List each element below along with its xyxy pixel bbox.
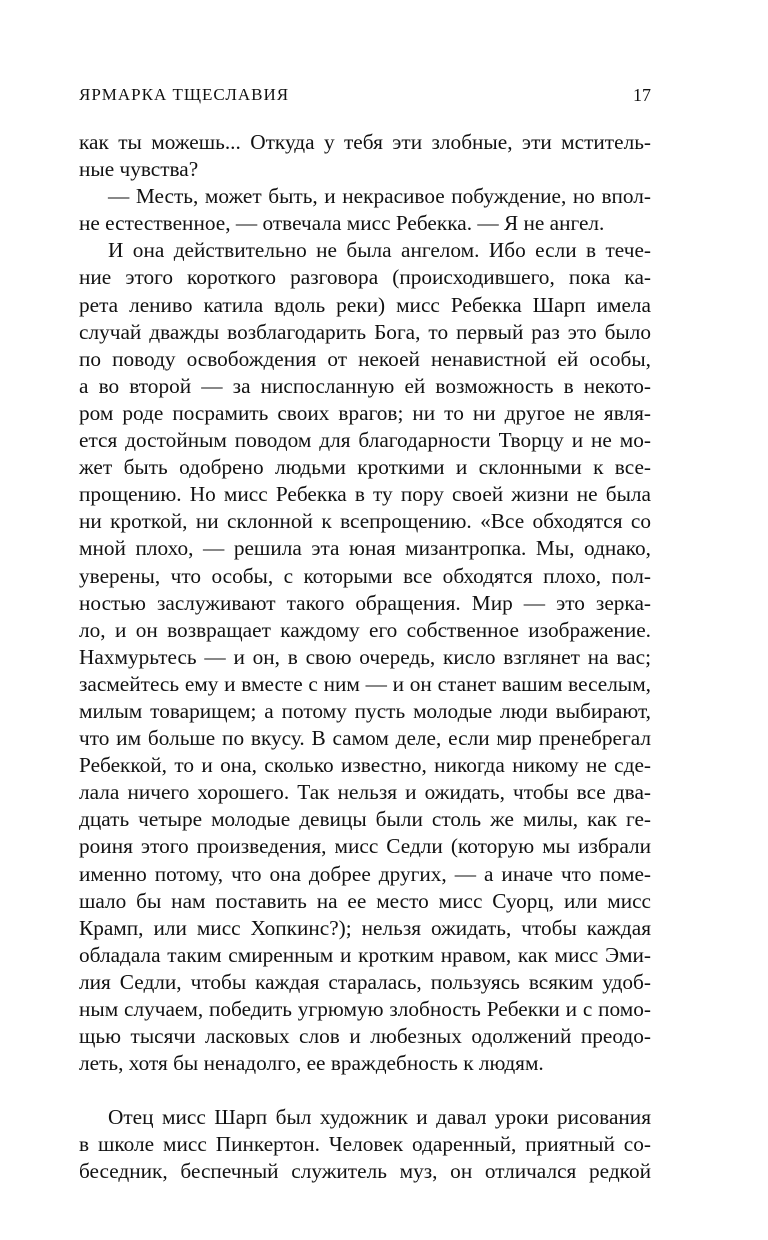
text-line: засмейтесь ему и вместе с ним — и он станет вашим веселым,	[79, 671, 651, 696]
text-line: роиня этого произведения, мисс Седли (которую мы избрали	[79, 834, 651, 859]
paragraph-gap	[79, 1077, 651, 1104]
text-line: не естественное, — отвечала мисс Ребекка. — Я не ангел.	[79, 211, 605, 236]
body-text	[79, 129, 651, 1186]
text-line: уверены, что особы, с которыми все обходятся плохо, пол-	[79, 563, 651, 588]
text-line: ние этого короткого разговора (происходившего, пока ка-	[79, 265, 651, 290]
running-title: ЯРМАРКА ТЩЕСЛАВИЯ	[79, 85, 290, 104]
paragraph	[79, 237, 651, 1077]
text-line: щью тысячи ласковых слов и любезных одолжений преодо-	[79, 1024, 651, 1049]
text-line: ется достойным поводом для благодарности Творцу и не мо-	[79, 428, 651, 453]
text-line: как ты можешь... Откуда у тебя эти злобные, эти мститель-	[79, 130, 651, 154]
text-line: леть, хотя бы ненадолго, ее враждебность к людям.	[79, 1051, 544, 1076]
text-line: мной плохо, — решила эта юная мизантропка. Мы, однако,	[79, 536, 651, 561]
text-line: в школе мисс Пинкертон. Человек одаренный, приятный со-	[79, 1132, 651, 1157]
text-line: жет быть одобрено людьми кроткими и склонными к все-	[79, 455, 651, 480]
paragraph	[79, 183, 651, 237]
text-line: а во второй — за ниспосланную ей возможность в некото-	[79, 373, 651, 398]
text-line: дцать четыре молодые девицы были столь же милы, как ге-	[79, 807, 651, 832]
text-line: прощению. Но мисс Ребекка в ту пору своей жизни не была	[79, 482, 651, 507]
text-line: случай дважды возблагодарить Бога, то первый раз это было	[79, 319, 651, 344]
text-line: беседник, беспечный служитель муз, он отличался редкой	[79, 1159, 651, 1184]
text-line: шало бы нам поставить на ее место мисс Суорц, или мисс	[79, 888, 651, 913]
text-line: ным случаем, победить угрюмую злобность Ребекки и с помо-	[79, 997, 651, 1021]
text-line: лала ничего хорошего. Так нельзя и ожидать, чтобы все два-	[79, 780, 651, 805]
page-number: 17	[633, 85, 651, 105]
text-line: обладала таким смиренным и кротким нравом, как мисс Эми-	[79, 942, 651, 967]
text-line: ные чувства?	[79, 157, 199, 182]
paragraph	[79, 1104, 651, 1185]
text-line: ром роде посрамить своих врагов; ни то ни другое не явля-	[79, 400, 651, 425]
text-line: рета лениво катила вдоль реки) мисс Ребекка Шарп имела	[79, 292, 651, 317]
text-line: ностью заслуживают такого обращения. Мир — это зерка-	[79, 590, 651, 615]
text-line: Отец мисс Шарп был художник и давал уроки рисования	[108, 1105, 651, 1130]
text-line: ло, и он возвращает каждому его собственное изображение.	[79, 617, 651, 642]
text-line: что им больше по вкусу. В самом деле, если мир пренебрегал	[79, 726, 651, 751]
text-line: Нахмурьтесь — и он, в свою очередь, кисло взглянет на вас;	[79, 644, 651, 669]
running-header	[79, 85, 651, 109]
text-line: именно потому, что она добрее других, — а иначе что поме-	[79, 861, 651, 886]
text-line: лия Седли, чтобы каждая старалась, пользуясь всяким удоб-	[79, 969, 651, 994]
text-line: И она действительно не была ангелом. Ибо если в тече-	[108, 238, 651, 263]
text-line: Ребеккой, то и она, сколько известно, никогда никому не сде-	[79, 753, 651, 778]
paragraph	[79, 129, 651, 183]
text-line: ни кроткой, ни склонной к всепрощению. «Все обходятся со	[79, 509, 651, 534]
text-line: по поводу освобождения от некоей ненавистной ей особы,	[79, 346, 651, 371]
text-line: Крамп, или мисс Хопкинс?); нельзя ожидать, чтобы каждая	[79, 915, 651, 940]
text-line: — Месть, может быть, и некрасивое побуждение, но впол-	[108, 184, 651, 209]
text-line: милым товарищем; а потому пусть молодые люди выбирают,	[79, 698, 651, 723]
